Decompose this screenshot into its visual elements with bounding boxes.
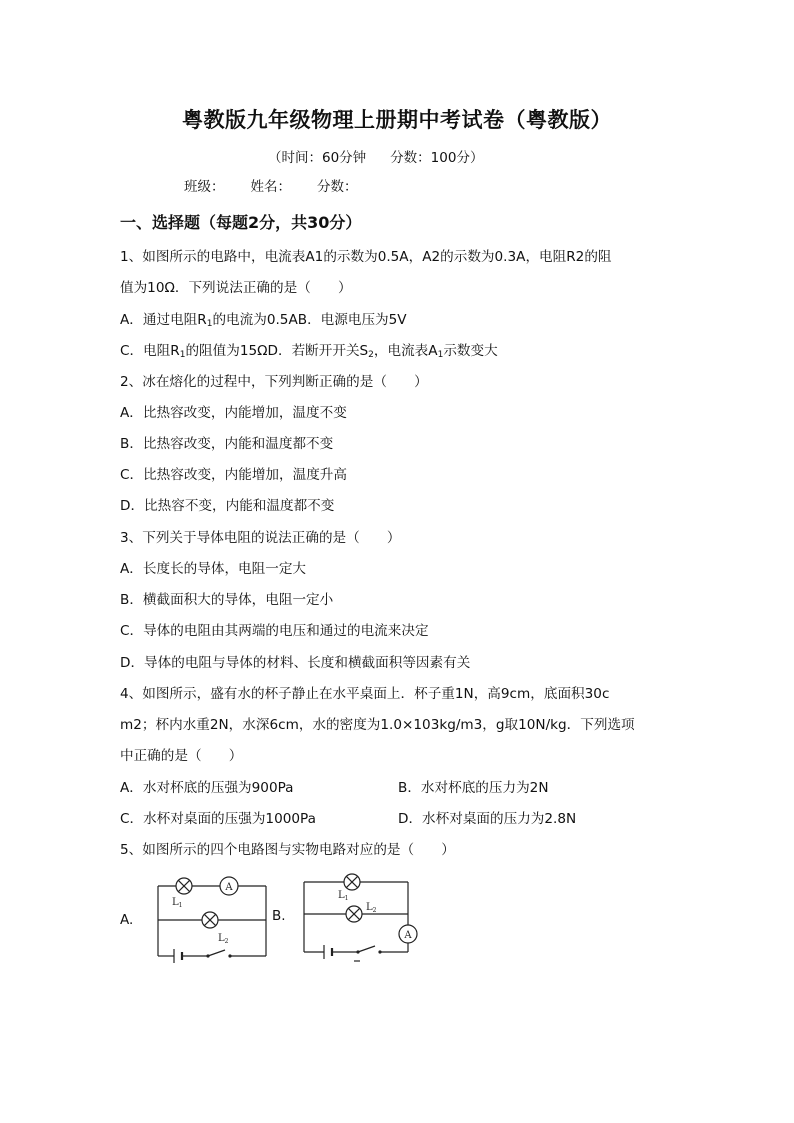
- q1-stem-line2: 值为10Ω．下列说法正确的是（ ）: [120, 280, 352, 296]
- lamp-1-label: $L_1$: [172, 897, 183, 909]
- student-info: [184, 175, 384, 195]
- time-limit: （时间：60分钟: [268, 150, 367, 166]
- q4-stem-line2: m2；杯内水重2N，水深6cm，水的密度为1.0×103kg/m3，g取10N/kg．下列选项: [120, 717, 635, 733]
- class-label: 班级：: [184, 179, 225, 195]
- circuit-diagram-a: [150, 872, 275, 967]
- svg-text:A: A: [404, 930, 412, 941]
- lamp-icon: [202, 912, 218, 928]
- lamp-2-label: $L_2$: [366, 902, 377, 914]
- q2-option-c: C．比热容改变，内能增加，温度升高: [120, 467, 347, 483]
- lamp-icon: [344, 874, 360, 890]
- q1-option-c: C．电阻$R_1$的阻值为15ΩD．若断开开关$S_2$，电流表$A_1$示数变大: [120, 343, 498, 360]
- q4-option-c: C．水杯对桌面的压强为1000Pa: [120, 811, 316, 827]
- q5-stem: 5、如图所示的四个电路图与实物电路对应的是（ ）: [120, 842, 455, 858]
- q3-option-d: D．导体的电阻与导体的材料、长度和横截面积等因素有关: [120, 655, 471, 671]
- q3-option-a: A．长度长的导体，电阻一定大: [120, 561, 307, 577]
- ammeter-icon: [220, 877, 238, 895]
- q2-stem: 2、冰在熔化的过程中，下列判断正确的是（ ）: [120, 374, 428, 390]
- svg-text:A: A: [225, 882, 233, 893]
- q4-option-a: A．水对杯底的压强为900Pa: [120, 780, 294, 796]
- q4-stem-line1: 4、如图所示，盛有水的杯子静止在水平桌面上．杯子重1N，高9cm，底面积30c: [120, 686, 610, 702]
- battery-icon: [324, 945, 332, 959]
- q4-option-b: B．水对杯底的压力为2N: [398, 780, 549, 796]
- section-heading: 一、选择题（每题2分，共30分）: [120, 213, 362, 232]
- score-label: 分数：: [317, 179, 358, 195]
- q3-option-c: C．导体的电阻由其两端的电压和通过的电流来决定: [120, 623, 429, 639]
- q2-option-b: B．比热容改变，内能和温度都不变: [120, 436, 334, 452]
- circuit-diagram-b: [296, 868, 421, 968]
- q4-stem-line3: 中正确的是（ ）: [120, 748, 243, 764]
- exam-subtitle: [268, 146, 483, 166]
- q2-option-d: D．比热容不变，内能和温度都不变: [120, 498, 335, 514]
- q1-option-a: A．通过电阻$R_1$的电流为0.5AB．电源电压为5V: [120, 312, 407, 329]
- circuit-a-label: A.: [120, 912, 134, 928]
- q3-stem: 3、下列关于导体电阻的说法正确的是（ ）: [120, 530, 401, 546]
- circuit-b-label: B.: [272, 908, 286, 924]
- page-title: 粤教版九年级物理上册期中考试卷（粤教版）: [182, 107, 612, 132]
- lamp-2-label: $L_2$: [218, 933, 229, 945]
- total-score: 分数：100分）: [390, 150, 484, 166]
- q2-option-a: A．比热容改变，内能增加，温度不变: [120, 405, 347, 421]
- q4-option-d: D．水杯对桌面的压力为2.8N: [398, 811, 577, 827]
- name-label: 姓名：: [250, 179, 291, 195]
- q3-option-b: B．横截面积大的导体，电阻一定小: [120, 592, 334, 608]
- ammeter-icon: [399, 925, 417, 943]
- lamp-icon: [346, 906, 362, 922]
- lamp-1-label: $L_1$: [338, 890, 349, 902]
- lamp-icon: [176, 878, 192, 894]
- battery-icon: [174, 949, 182, 963]
- q1-stem-line1: 1、如图所示的电路中，电流表A1的示数为0.5A，A2的示数为0.3A，电阻R2的阻: [120, 249, 612, 265]
